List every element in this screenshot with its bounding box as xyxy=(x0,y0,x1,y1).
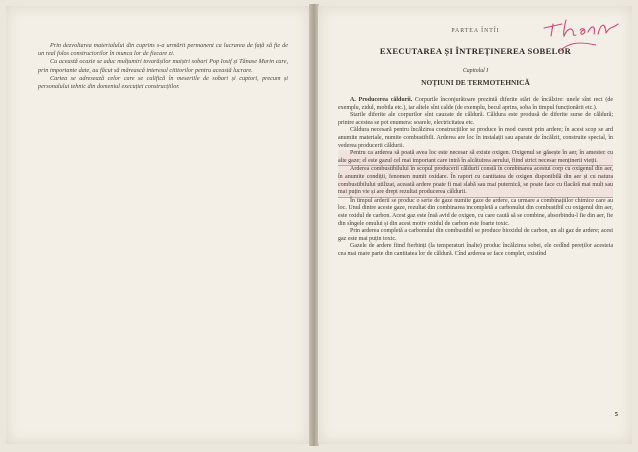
chapter-label: Capitolul I xyxy=(462,68,489,74)
paragraph-text: Corpurile înconjurătoare prezintă diferite stări de încălzire: unele sînt reci (de exemplu, zidul, mobila etc.), iar altele sînt calde (de exemplu, becul aprins, soba în timpul funcționării etc.). xyxy=(338,97,613,111)
left-page-text xyxy=(38,42,288,91)
body-paragraph: Starile diferite ale corpurilor sînt cauzate de căldură. Căldura este produsă de diferite surse de căldură; printre acestea se pot enumera: soarele, electricitatea etc. xyxy=(338,112,613,126)
section-heading: A. Producerea căldurii. xyxy=(350,97,413,103)
left-paragraph: Cartea se adresează celor care se califică în meseriile de sobari și cuptori, precum și personalului tehnic din domeniul execuției construcțiilor. xyxy=(38,74,288,91)
highlighted-paragraph: Pentru ca arderea să poată avea loc este necesar să existe oxigen. Oxigenul se găsește în aer, în amestec cu alte gaze; el este gazul cel mai important care intră în alcătuirea aerului, fiind strict necesar menținerii vieții. xyxy=(338,150,613,166)
body-paragraph: Gazele de ardere fiind fierbinți (la temperaturi înalte) produc încălzirea sobei, ele cedînd pereților acesteia cea mai mare parte din cantitatea lor de căldură. Cînd arderea se face complet, existînd xyxy=(338,243,613,257)
body-paragraph: Prin arderea completă a carbonului din combustibil se produce bioxidul de carbon, un alt gaz de ardere; acest gaz este mai puțin toxic. xyxy=(338,228,613,242)
right-page xyxy=(318,6,632,444)
left-page xyxy=(6,6,310,444)
body-paragraph xyxy=(338,97,613,112)
body-paragraph: Căldura necesară pentru încălzirea construcțiilor se produce în mod curent prin ardere; în acest scop se ard anumite materiale, numite combustibili. Arderea are loc în instalații sau aparate de încălzit, construite special, în vederea producerii căldurii. xyxy=(338,127,613,149)
main-title: EXECUTAREA ȘI ÎNTREȚINEREA SOBELOR xyxy=(379,46,572,56)
right-page-content xyxy=(338,28,613,258)
body-paragraph: În timpul arderii se produc o serie de gaze numite gaze de ardere, ca urmare a combinațiilor chimice care au loc. Unul dintre aceste gaze, rezultat din combinarea incompletă a carbonului din combustibil cu oxigenul din aer, este oxidul de carbon. Acest gaz este însă avid de oxigen, cu care caută să se combine, absorbindu-l fie din aer, fie din sîngele omului și din acest motiv oxidul de carbon este foarte toxic. xyxy=(338,197,613,227)
chapter-body xyxy=(338,97,613,258)
page-number: 5 xyxy=(614,411,618,418)
left-paragraph: Prin dezvoltarea materialului din cuprins s-a urmărit permanent ca lucrarea de față să fie de un real folos constructorilor în munca lor de fiecare zi. xyxy=(38,42,288,58)
part-label: PARTEA ÎNTÎI xyxy=(451,28,500,34)
chapter-title: NOȚIUNI DE TERMOTEHNICĂ xyxy=(421,78,530,87)
left-paragraph: Cu această ocazie se aduc mulțumiri tovarășilor maiștri sobari Pop Iosif și Tănase Marin care, prin importante date, au făcut să mărească interesul cititorilor pentru această lucrare. xyxy=(38,58,288,74)
highlighted-paragraph: Arderea combustibilului în scopul producerii căldurii constă în combinarea acestui corp cu oxigenul din aer, în anumite condiții, fenomen numit oxidare. În raport cu cantitatea de oxigen disponibilă din aer și cu natura combustibilului utilizat, această ardere poate fi mai slabă sau mai puternică, se poate face cu flacără mai mult sau mai puțin vie și are drept rezultat producerea căldurii. xyxy=(338,166,613,197)
